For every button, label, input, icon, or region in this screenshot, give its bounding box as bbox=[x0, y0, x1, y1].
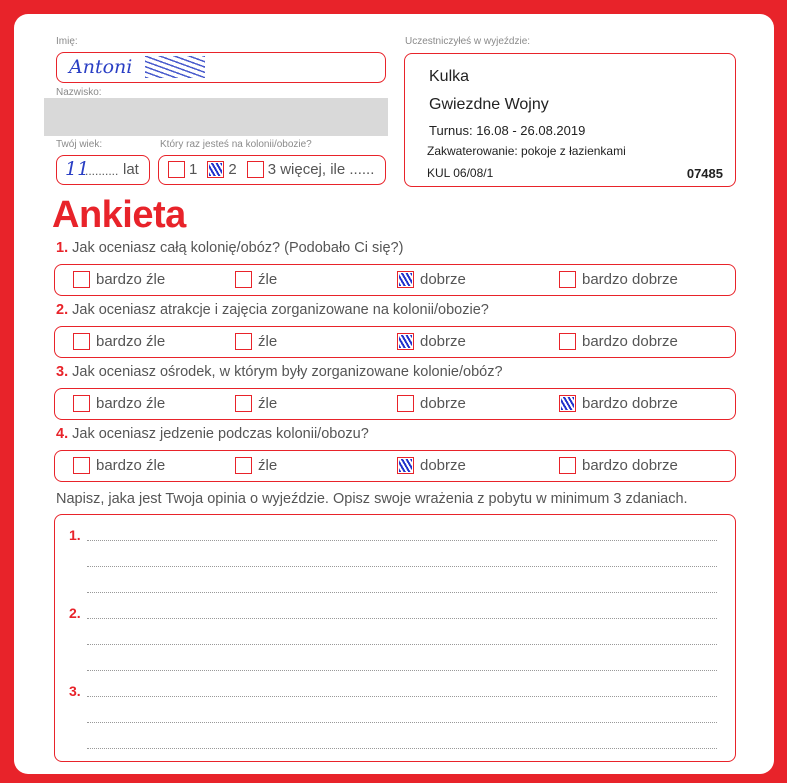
trip-turnus: Turnus: 16.08 - 26.08.2019 bbox=[429, 123, 586, 138]
option-4[interactable] bbox=[559, 271, 678, 288]
question-number: 4. bbox=[56, 426, 69, 442]
age-field[interactable] bbox=[56, 155, 150, 185]
line-number-2: 2. bbox=[69, 605, 81, 621]
writing-line bbox=[87, 644, 717, 645]
times-opt3-label: 3 więcej, ile ...... bbox=[267, 161, 375, 178]
option-label: bardzo źle bbox=[96, 457, 166, 474]
option-3[interactable] bbox=[397, 271, 466, 288]
option-label: dobrze bbox=[420, 457, 466, 474]
question-3-options bbox=[54, 388, 736, 420]
name-value: Antoni bbox=[69, 56, 133, 78]
writing-line bbox=[87, 592, 717, 593]
option-2[interactable] bbox=[235, 333, 277, 350]
opinion-textarea[interactable] bbox=[54, 514, 736, 762]
option-1[interactable] bbox=[73, 395, 165, 412]
writing-line bbox=[87, 748, 717, 749]
option-label: dobrze bbox=[420, 271, 466, 288]
option-2[interactable] bbox=[235, 395, 277, 412]
option-checkbox[interactable] bbox=[397, 333, 414, 350]
option-checkbox[interactable] bbox=[559, 395, 576, 412]
question-number: 3. bbox=[56, 364, 69, 380]
option-4[interactable] bbox=[559, 457, 678, 474]
option-1[interactable] bbox=[73, 457, 165, 474]
name-label: Imię: bbox=[56, 36, 78, 47]
option-3[interactable] bbox=[397, 457, 466, 474]
scribbled-out-text bbox=[145, 56, 205, 78]
question-number: 1. bbox=[56, 240, 69, 256]
times-checkbox-3[interactable] bbox=[247, 161, 264, 178]
option-checkbox[interactable] bbox=[559, 271, 576, 288]
times-checkbox-2[interactable] bbox=[207, 161, 224, 178]
question-2-options bbox=[54, 326, 736, 358]
times-label: Który raz jesteś na kolonii/obozie? bbox=[160, 139, 312, 150]
times-checkbox-1[interactable] bbox=[168, 161, 185, 178]
question-label: Jak oceniasz ośrodek, w którym były zorganizowane kolonie/obóz? bbox=[72, 364, 503, 380]
writing-line bbox=[87, 722, 717, 723]
option-checkbox[interactable] bbox=[397, 457, 414, 474]
question-2-text bbox=[56, 302, 489, 318]
option-checkbox[interactable] bbox=[73, 271, 90, 288]
option-2[interactable] bbox=[235, 271, 277, 288]
option-label: bardzo dobrze bbox=[582, 333, 678, 350]
trip-code: KUL 06/08/1 bbox=[427, 166, 494, 180]
writing-line bbox=[87, 566, 717, 567]
opinion-prompt: Napisz, jaka jest Twoja opinia o wyjeździe. Opisz swoje wrażenia z pobytu w minimum 3 zdaniach. bbox=[56, 491, 688, 507]
times-opt2-label: 2 bbox=[228, 161, 237, 178]
option-label: bardzo dobrze bbox=[582, 395, 678, 412]
option-label: bardzo dobrze bbox=[582, 271, 678, 288]
question-4-options bbox=[54, 450, 736, 482]
times-opt1-label: 1 bbox=[189, 161, 198, 178]
option-label: bardzo dobrze bbox=[582, 457, 678, 474]
option-2[interactable] bbox=[235, 457, 277, 474]
question-1-text bbox=[56, 240, 403, 256]
surname-redacted bbox=[44, 98, 388, 136]
writing-line bbox=[87, 696, 717, 697]
line-number-1: 1. bbox=[69, 527, 81, 543]
survey-sheet bbox=[14, 14, 774, 774]
option-1[interactable] bbox=[73, 333, 165, 350]
question-label: Jak oceniasz całą kolonię/obóz? (Podobało Ci się?) bbox=[72, 240, 404, 256]
times-field bbox=[158, 155, 386, 185]
writing-line bbox=[87, 618, 717, 619]
writing-line bbox=[87, 670, 717, 671]
option-checkbox[interactable] bbox=[235, 271, 252, 288]
option-checkbox[interactable] bbox=[73, 395, 90, 412]
trip-info-box bbox=[404, 53, 736, 187]
question-1-options bbox=[54, 264, 736, 296]
option-checkbox[interactable] bbox=[235, 395, 252, 412]
option-1[interactable] bbox=[73, 271, 165, 288]
option-checkbox[interactable] bbox=[235, 457, 252, 474]
trip-number: 07485 bbox=[686, 166, 723, 181]
option-label: źle bbox=[258, 333, 278, 350]
option-checkbox[interactable] bbox=[559, 457, 576, 474]
option-checkbox[interactable] bbox=[73, 333, 90, 350]
question-label: Jak oceniasz jedzenie podczas kolonii/obozu? bbox=[72, 426, 369, 442]
trip-label: Uczestniczyłeś w wyjeździe: bbox=[405, 36, 531, 47]
name-field[interactable] bbox=[56, 52, 386, 83]
trip-theme: Gwiezdne Wojny bbox=[429, 96, 549, 113]
age-dots: .......... bbox=[85, 164, 119, 178]
option-label: bardzo źle bbox=[96, 395, 166, 412]
option-label: bardzo źle bbox=[96, 333, 166, 350]
question-number: 2. bbox=[56, 302, 69, 318]
question-4-text bbox=[56, 426, 369, 442]
option-label: źle bbox=[258, 271, 278, 288]
surname-label: Nazwisko: bbox=[56, 87, 102, 98]
option-4[interactable] bbox=[559, 333, 678, 350]
option-label: dobrze bbox=[420, 395, 466, 412]
survey-title: Ankieta bbox=[52, 194, 186, 236]
age-label: Twój wiek: bbox=[56, 139, 103, 150]
option-checkbox[interactable] bbox=[559, 333, 576, 350]
option-checkbox[interactable] bbox=[397, 395, 414, 412]
option-checkbox[interactable] bbox=[397, 271, 414, 288]
option-3[interactable] bbox=[397, 333, 466, 350]
option-label: dobrze bbox=[420, 333, 466, 350]
option-label: bardzo źle bbox=[96, 271, 166, 288]
age-unit: lat bbox=[123, 161, 139, 178]
option-label: źle bbox=[258, 457, 278, 474]
option-checkbox[interactable] bbox=[73, 457, 90, 474]
question-3-text bbox=[56, 364, 503, 380]
writing-line bbox=[87, 540, 717, 541]
option-4[interactable] bbox=[559, 395, 678, 412]
line-number-3: 3. bbox=[69, 683, 81, 699]
option-label: źle bbox=[258, 395, 278, 412]
question-label: Jak oceniasz atrakcje i zajęcia zorganizowane na kolonii/obozie? bbox=[72, 302, 489, 318]
option-checkbox[interactable] bbox=[235, 333, 252, 350]
trip-accommodation: Zakwaterowanie: pokoje z łazienkami bbox=[427, 144, 626, 158]
option-3[interactable] bbox=[397, 395, 466, 412]
trip-name: Kulka bbox=[429, 68, 470, 85]
age-value: 11 bbox=[65, 158, 90, 180]
